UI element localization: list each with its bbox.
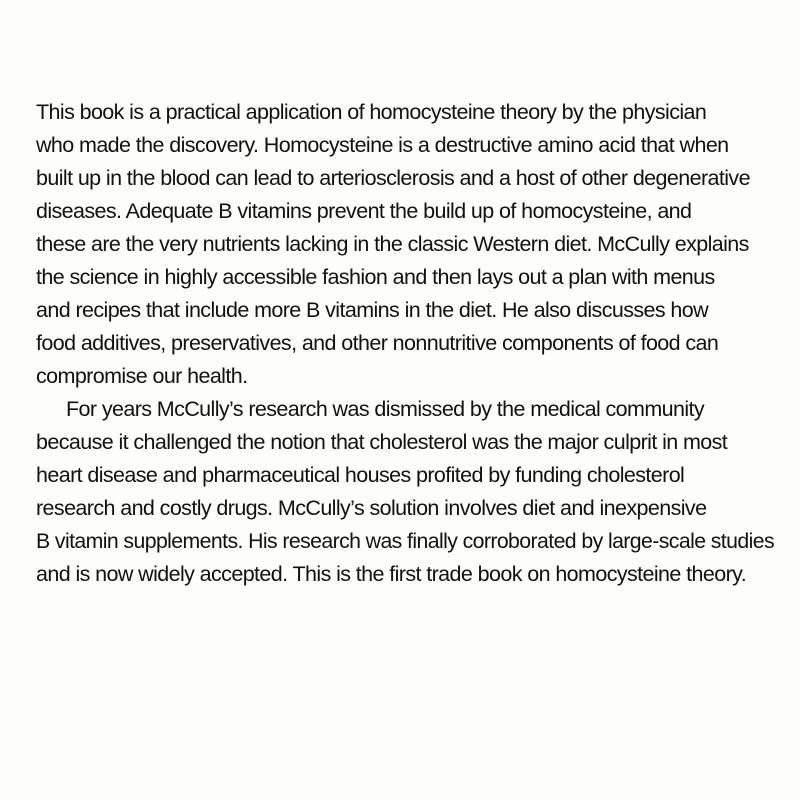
text-line: because it challenged the notion that cholesterol was the major culprit in most: [36, 430, 728, 454]
text-line: compromise our health.: [36, 364, 248, 388]
paragraph-2: [36, 393, 774, 591]
text-line: built up in the blood can lead to arteriosclerosis and a host of other degenerative: [36, 166, 750, 190]
text-line: B vitamin supplements. His research was finally corroborated by large-scale studies: [36, 529, 774, 553]
text-line: This book is a practical application of homocysteine theory by the physician: [36, 100, 707, 124]
text-line: and is now widely accepted. This is the first trade book on homocysteine theory.: [36, 562, 747, 586]
paragraph-1: [36, 96, 774, 393]
text-line: the science in highly accessible fashion and then lays out a plan with menus: [36, 265, 715, 289]
text-line: food additives, preservatives, and other nonnutritive components of food can: [36, 331, 719, 355]
text-line: research and costly drugs. McCully’s solution involves diet and inexpensive: [36, 496, 707, 520]
text-line: diseases. Adequate B vitamins prevent the build up of homocysteine, and: [36, 199, 692, 223]
text-line: heart disease and pharmaceutical houses profited by funding cholesterol: [36, 463, 685, 487]
text-line: and recipes that include more B vitamins in the diet. He also discusses how: [36, 298, 709, 322]
text-line: For years McCully’s research was dismissed by the medical community: [66, 397, 705, 421]
text-line: these are the very nutrients lacking in the classic Western diet. McCully explains: [36, 232, 749, 256]
text-line: who made the discovery. Homocysteine is a destructive amino acid that when: [36, 133, 729, 157]
